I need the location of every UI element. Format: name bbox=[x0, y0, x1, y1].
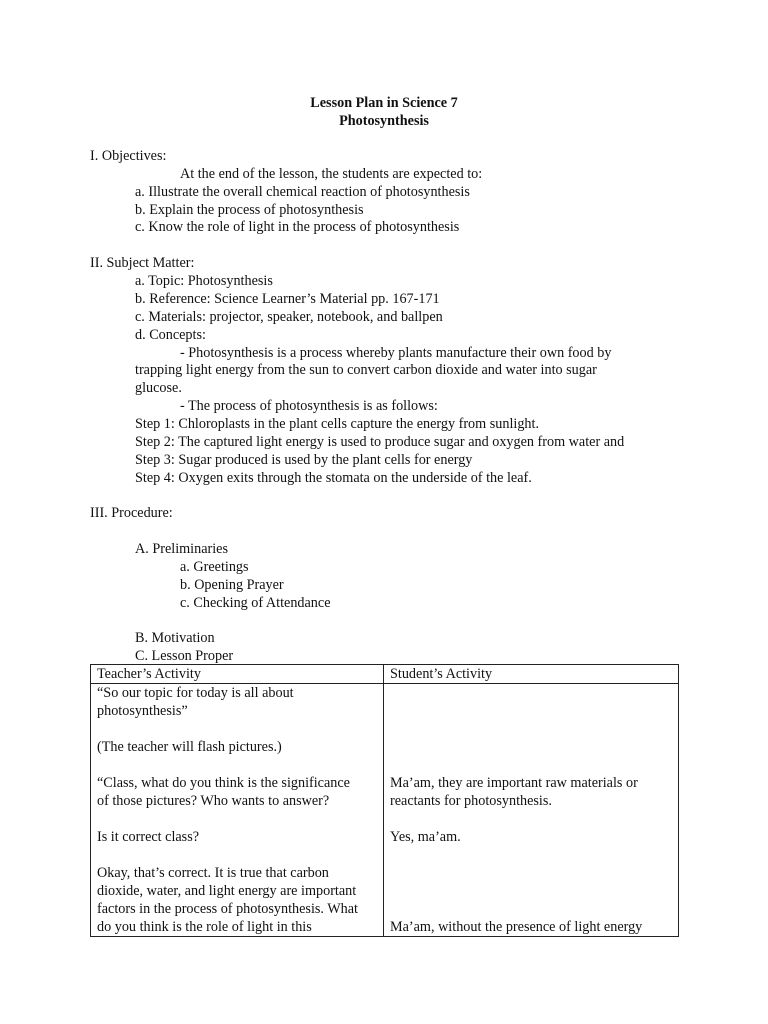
procedure-heading: III. Procedure: bbox=[90, 505, 173, 521]
teacher-activity-cell bbox=[91, 684, 384, 937]
concept-line: - Photosynthesis is a process whereby plants manufacture their own food by bbox=[180, 345, 612, 361]
document-subtitle: Photosynthesis bbox=[339, 113, 429, 129]
subject-matter-heading: II. Subject Matter: bbox=[90, 255, 195, 271]
concept-line: trapping light energy from the sun to convert carbon dioxide and water into sugar bbox=[135, 362, 597, 378]
process-step: Step 1: Chloroplasts in the plant cells capture the energy from sunlight. bbox=[135, 416, 540, 432]
teacher-line: of those pictures? Who wants to answer? bbox=[97, 793, 330, 809]
subject-matter-item: b. Reference: Science Learner’s Material pp. 167-171 bbox=[135, 291, 440, 307]
student-line: Ma’am, they are important raw materials or bbox=[390, 775, 638, 791]
objective-item: a. Illustrate the overall chemical reaction of photosynthesis bbox=[135, 184, 470, 200]
preliminaries-item: c. Checking of Attendance bbox=[180, 595, 331, 611]
teacher-line: factors in the process of photosynthesis. What bbox=[97, 901, 358, 917]
lesson-proper-heading: C. Lesson Proper bbox=[135, 648, 234, 664]
teacher-line: Okay, that’s correct. It is true that carbon bbox=[97, 865, 329, 881]
preliminaries-item: b. Opening Prayer bbox=[180, 577, 284, 593]
concept-line: glucose. bbox=[135, 380, 182, 396]
activity-table bbox=[90, 664, 679, 937]
subject-matter-item: d. Concepts: bbox=[135, 327, 206, 343]
concept-line: - The process of photosynthesis is as follows: bbox=[180, 398, 438, 414]
objectives-intro: At the end of the lesson, the students are expected to: bbox=[180, 166, 483, 182]
student-line: Ma’am, without the presence of light energy bbox=[390, 919, 643, 935]
teacher-line: dioxide, water, and light energy are important bbox=[97, 883, 357, 899]
teacher-line: (The teacher will flash pictures.) bbox=[97, 739, 282, 755]
objective-item: c. Know the role of light in the process of photosynthesis bbox=[135, 219, 460, 235]
teacher-line: photosynthesis” bbox=[97, 703, 188, 719]
subject-matter-item: c. Materials: projector, speaker, notebook, and ballpen bbox=[135, 309, 443, 325]
teacher-line: “So our topic for today is all about bbox=[97, 685, 294, 701]
objectives-heading: I. Objectives: bbox=[90, 148, 167, 164]
student-line: reactants for photosynthesis. bbox=[390, 793, 552, 809]
teacher-line: “Class, what do you think is the significance bbox=[97, 775, 350, 791]
student-activity-header: Student’s Activity bbox=[384, 665, 679, 684]
motivation-heading: B. Motivation bbox=[135, 630, 215, 646]
teacher-line: do you think is the role of light in this bbox=[97, 919, 312, 935]
process-step: Step 4: Oxygen exits through the stomata on the underside of the leaf. bbox=[135, 470, 532, 486]
document-title: Lesson Plan in Science 7 bbox=[310, 95, 458, 111]
student-activity-cell bbox=[384, 684, 679, 937]
table-row bbox=[91, 684, 679, 937]
preliminaries-item: a. Greetings bbox=[180, 559, 249, 575]
preliminaries-heading: A. Preliminaries bbox=[135, 541, 228, 557]
teacher-line: Is it correct class? bbox=[97, 829, 200, 845]
teacher-activity-header: Teacher’s Activity bbox=[91, 665, 384, 684]
process-step: Step 3: Sugar produced is used by the plant cells for energy bbox=[135, 452, 473, 468]
subject-matter-item: a. Topic: Photosynthesis bbox=[135, 273, 273, 289]
student-line: Yes, ma’am. bbox=[390, 829, 461, 845]
process-step: Step 2: The captured light energy is used to produce sugar and oxygen from water and bbox=[135, 434, 625, 450]
objective-item: b. Explain the process of photosynthesis bbox=[135, 202, 364, 218]
table-header-row bbox=[91, 665, 679, 684]
